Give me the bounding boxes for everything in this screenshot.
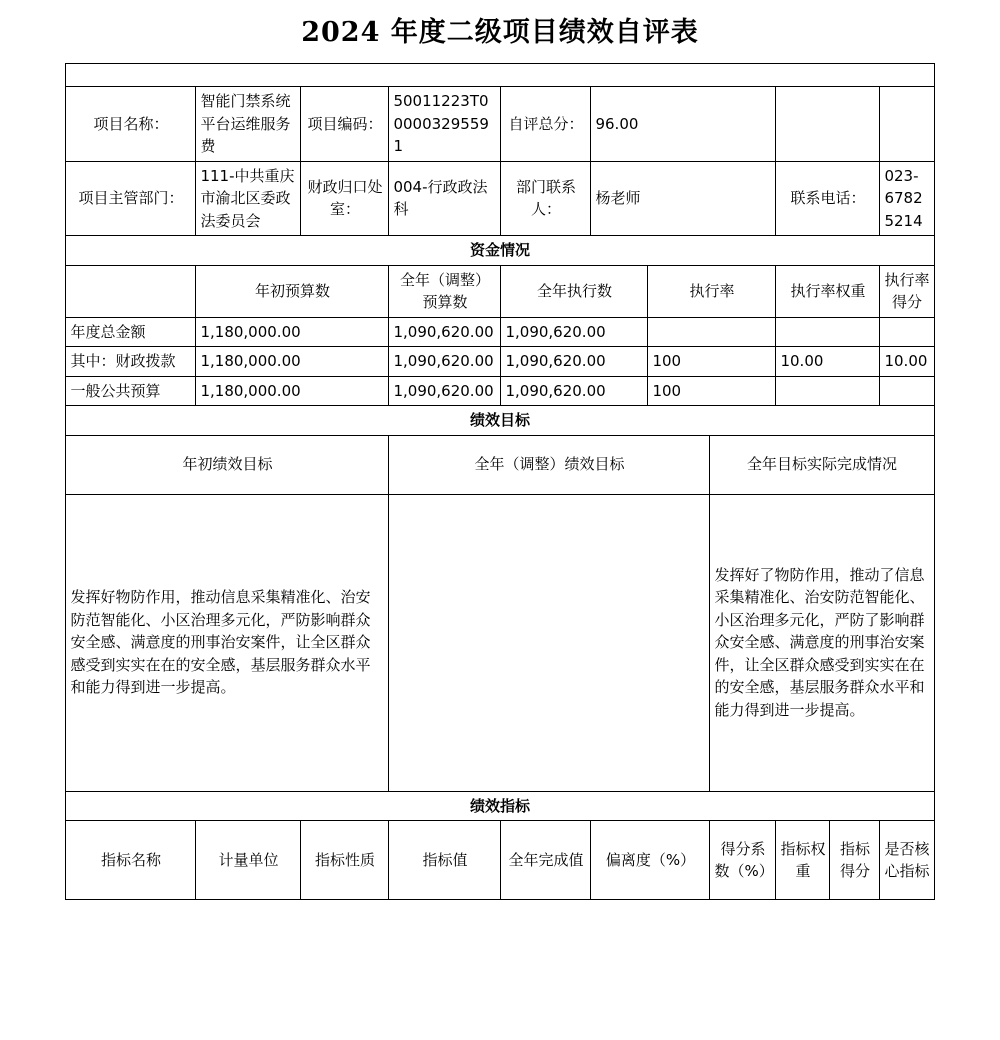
finance-office-label: 财政归口处室： [301,161,389,236]
goals-header-adjusted: 全年（调整）绩效目标 [389,435,710,494]
indicators-header-unit: 计量单位 [196,821,301,900]
self-score-label: 自评总分： [501,87,591,162]
dept-value: 111-中共重庆市渝北区委政法委员会 [196,161,301,236]
funds-header-initial-budget: 年初预算数 [196,265,389,317]
self-score-value: 96.00 [591,87,776,162]
funds-row-adjusted-budget: 1,090,620.00 [389,347,501,377]
funds-row-executed: 1,090,620.00 [501,347,648,377]
funds-row-label: 一般公共预算 [66,376,196,406]
project-code-value: 50011223T000003295591 [389,87,501,162]
goals-header-actual: 全年目标实际完成情况 [710,435,934,494]
indicators-header-value: 指标值 [389,821,501,900]
funds-row-exec-rate-score [880,376,934,406]
page-title: 2024 年度二级项目绩效自评表 [301,17,699,48]
funds-row-initial-budget: 1,180,000.00 [196,317,389,347]
table-row [66,317,934,347]
table-row [66,435,934,494]
goals-header-initial: 年初绩效目标 [66,435,389,494]
funds-row-exec-rate-score: 10.00 [880,347,934,377]
project-name-value: 智能门禁系统平台运维服务费 [196,87,301,162]
self-assessment-table [65,63,934,900]
table-row [66,406,934,436]
indicators-header-weight: 指标权重 [776,821,830,900]
funds-row-initial-budget: 1,180,000.00 [196,347,389,377]
funds-row-exec-rate: 100 [648,376,776,406]
funds-row-exec-rate-weight [776,376,880,406]
indicators-header-completed: 全年完成值 [501,821,591,900]
goals-section-label: 绩效目标 [66,406,934,436]
goals-initial-text: 发挥好物防作用，推动信息采集精准化、治安防范智能化、小区治理多元化，严防影响群众安全感、满意度的刑事治安案件，让全区群众感受到实实在在的安全感，基层服务群众水平和能力得到进一步提高。 [66,494,389,791]
table-row [66,87,934,162]
table-row [66,347,934,377]
funds-row-label: 年度总金额 [66,317,196,347]
indicators-header-is-core: 是否核心指标 [880,821,934,900]
contact-person-value: 杨老师 [591,161,776,236]
indicators-header-score: 指标得分 [830,821,880,900]
dept-label: 项目主管部门： [66,161,196,236]
funds-row-executed: 1,090,620.00 [501,317,648,347]
project-code-label: 项目编码： [301,87,389,162]
funds-header-exec-rate-weight: 执行率权重 [776,265,880,317]
funds-row-exec-rate: 100 [648,347,776,377]
table-row [66,236,934,266]
phone-value: 023-67825214 [880,161,934,236]
table-row [66,821,934,900]
funds-row-executed: 1,090,620.00 [501,376,648,406]
phone-label: 联系电话： [776,161,880,236]
project-name-label: 项目名称： [66,87,196,162]
funds-header-rowlabel [66,265,196,317]
table-row [66,64,934,87]
table-row [66,376,934,406]
funds-row-exec-rate-weight: 10.00 [776,347,880,377]
funds-row-initial-budget: 1,180,000.00 [196,376,389,406]
contact-person-label: 部门联系人： [501,161,591,236]
indicators-header-deviation: 偏离度（%） [591,821,710,900]
funds-row-exec-rate-score [880,317,934,347]
table-row [66,265,934,317]
empty-cell-1 [776,87,880,162]
funds-section-label: 资金情况 [66,236,934,266]
document-page [0,10,1000,900]
goals-adjusted-text [389,494,710,791]
funds-header-exec-rate-score: 执行率得分 [880,265,934,317]
empty-cell-2 [880,87,934,162]
funds-header-exec-rate: 执行率 [648,265,776,317]
indicators-section-label: 绩效指标 [66,791,934,821]
blank-cell [66,64,934,87]
funds-row-adjusted-budget: 1,090,620.00 [389,376,501,406]
funds-row-exec-rate-weight [776,317,880,347]
table-row [66,161,934,236]
indicators-header-name: 指标名称 [66,821,196,900]
table-row [66,494,934,791]
table-row [66,791,934,821]
goals-actual-text: 发挥好了物防作用，推动了信息采集精准化、治安防范智能化、小区治理多元化，严防了影响群众安全感、满意度的刑事治安案件，让全区群众感受到实实在在的安全感，基层服务群众水平和能力得到进一步提高。 [710,494,934,791]
funds-header-adjusted-budget: 全年（调整）预算数 [389,265,501,317]
funds-header-executed: 全年执行数 [501,265,648,317]
funds-row-exec-rate [648,317,776,347]
finance-office-value: 004-行政政法科 [389,161,501,236]
indicators-header-nature: 指标性质 [301,821,389,900]
funds-row-adjusted-budget: 1,090,620.00 [389,317,501,347]
funds-row-label: 其中：财政拨款 [66,347,196,377]
indicators-header-score-factor: 得分系数（%） [710,821,776,900]
